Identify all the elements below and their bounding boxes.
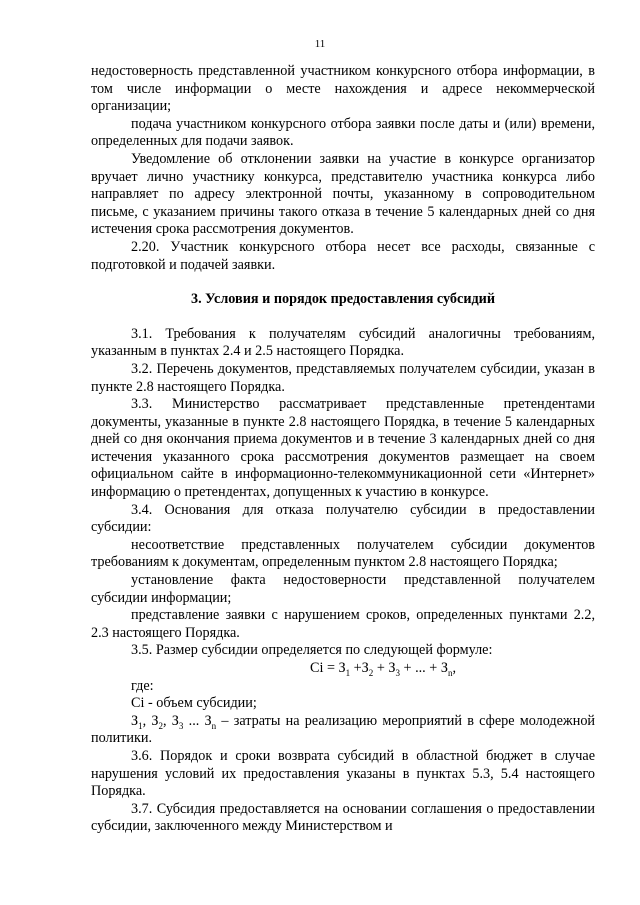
document-body [91,63,595,836]
paragraph: подача участником конкурсного отбора заявки после даты и (или) времени, определенных для подачи заявок. [91,115,595,150]
paragraph: представление заявки с нарушением сроков, определенных пунктами 2.2, 2.3 настоящего Порядка. [91,607,595,641]
paragraph: 3.7. Субсидия предоставляется на основании соглашения о предоставлении субсидии, заключенного между Министерством и [91,800,595,835]
paragraph: Уведомление об отклонении заявки на участие в конкурсе организатор вручает лично участнику конкурса, представителю участника конкурса либо направляет по адресу электронной почты, указанному в сопроводительном письме, с указанием причины такого отказа в течение 5 календарных дней со дня истечения срока рассмотрения документов. [91,150,595,238]
subsidy-formula: $Ci = З_1 +З_2 + З_3$ + ... + $З_n$, [310,660,456,678]
paragraph: несоответствие представленных получателем субсидии документов требованиям к документам, определенным пунктом 2.8 настоящего Порядка; [91,536,595,571]
paragraph: 3.2. Перечень документов, представляемых получателем субсидии, указан в пункте 2.8 настоящего Порядка. [91,360,595,395]
paragraph: 2.20. Участник конкурсного отбора несет все расходы, связанные с подготовкой и подачей заявки. [91,238,595,273]
page-number: 11 [314,38,326,50]
paragraph-z-definition: $З_1$, $З_2$, $З_3$ ... $З_n$ – затраты на реализацию мероприятий в сфере молодежной политики. [91,712,596,747]
paragraph: установление факта недостоверности представленной получателем субсидии информации; [91,572,595,606]
paragraph: 3.6. Порядок и сроки возврата субсидий в областной бюджет в случае нарушения условий их предоставления указаны в пунктах 5.3, 5.4 настоящего Порядка. [91,747,595,800]
section-heading: 3. Условия и порядок предоставления субсидий [190,291,496,308]
paragraph: 3.3. Министерство рассматривает представленные претендентами документы, указанные в пункте 2.8 настоящего Порядка, в течение 5 календарных дней со дня окончания приема документов и в течение 3 календарных дней со дня истечения указанного срока рассмотрения документов размещает на своем официальном сайте в информационно-телекоммуникационной сети «Интернет» информацию о претендентах, допущенных к участию в конкурсе. [91,396,595,501]
paragraph: 3.1. Требования к получателям субсидий аналогичны требованиям, указанным в пунктах 2.4 и 2.5 настоящего Порядка. [91,325,595,360]
paragraph: 3.5. Размер субсидии определяется по следующей формуле: [131,642,493,659]
paragraph: 3.4. Основания для отказа получателю субсидии в предоставлении субсидии: [91,501,595,536]
paragraph-where: где: [131,677,154,694]
paragraph-ci-definition: Ci - объем субсидии; [131,695,257,712]
paragraph: недостоверность представленной участником конкурсного отбора информации, в том числе информации о месте нахождения и адресе некоммерческой организации; [91,63,595,115]
